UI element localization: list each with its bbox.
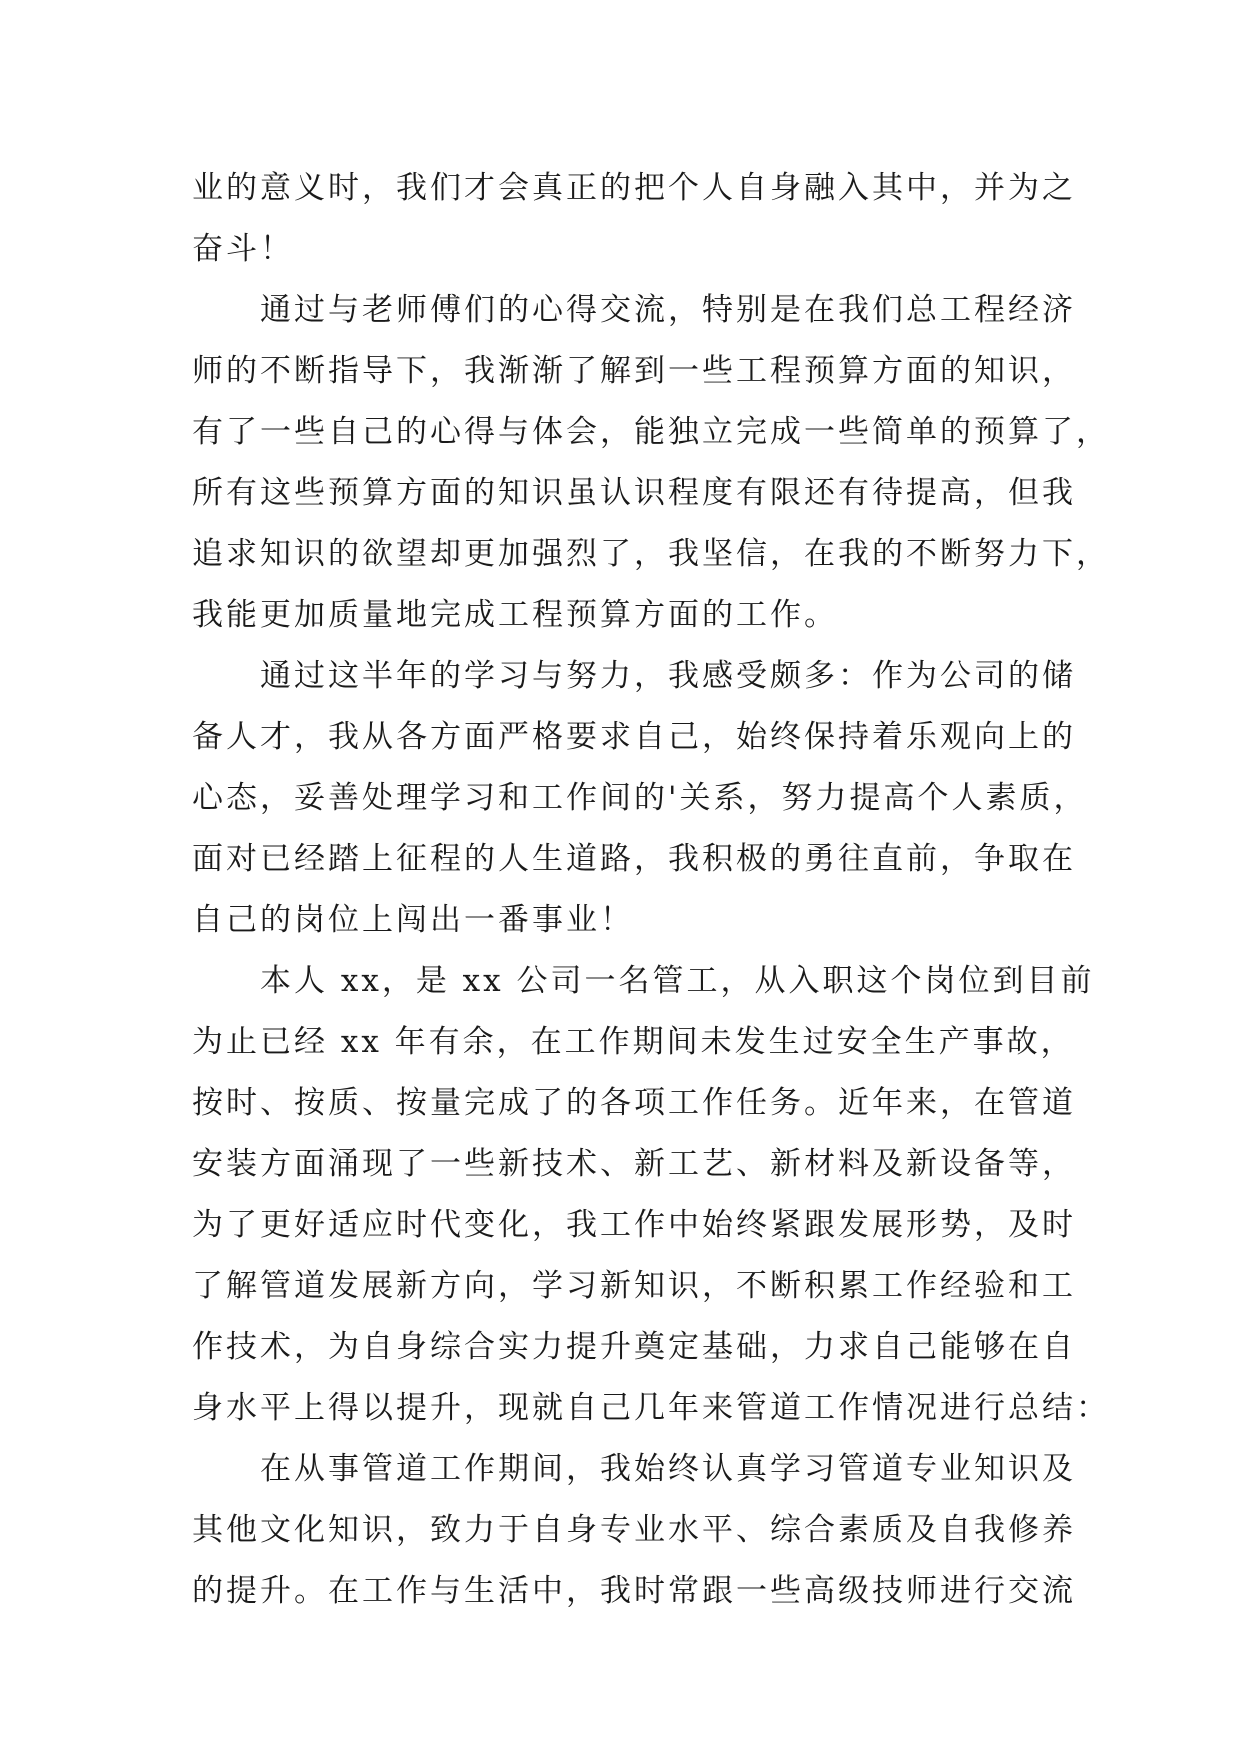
paragraph-2 <box>192 280 1110 646</box>
text-line: 为了更好适应时代变化，我工作中始终紧跟发展形势，及时 <box>192 1207 1076 1243</box>
text-line: 作技术，为自身综合实力提升奠定基础，力求自己能够在自 <box>192 1329 1076 1365</box>
paragraph-1 <box>192 158 1076 280</box>
text-line: 我能更加质量地完成工程预算方面的工作。 <box>192 597 838 633</box>
text-line: 了解管道发展新方向，学习新知识，不断积累工作经验和工 <box>192 1268 1076 1304</box>
text-line: 备人才，我从各方面严格要求自己，始终保持着乐观向上的 <box>192 719 1076 755</box>
text-line: 面对已经踏上征程的人生道路，我积极的勇往直前，争取在 <box>192 841 1076 877</box>
text-line: 心态，妥善处理学习和工作间的'关系，努力提高个人素质， <box>192 780 1088 816</box>
text-line: 在从事管道工作期间，我始终认真学习管道专业知识及 <box>192 1451 1076 1487</box>
text-line: 所有这些预算方面的知识虽认识程度有限还有待提高，但我 <box>192 475 1076 511</box>
paragraph-4 <box>192 951 1110 1439</box>
text-line: 按时、按质、按量完成了的各项工作任务。近年来，在管道 <box>192 1085 1076 1121</box>
text-line: 追求知识的欲望却更加强烈了，我坚信，在我的不断努力下， <box>192 536 1110 572</box>
body-text <box>192 158 1110 1622</box>
text-line: 的提升。在工作与生活中，我时常跟一些高级技师进行交流 <box>192 1573 1076 1609</box>
text-line: 有了一些自己的心得与体会，能独立完成一些简单的预算了， <box>192 414 1110 450</box>
text-line: 为止已经 xx 年有余，在工作期间未发生过安全生产事故， <box>192 1024 1075 1060</box>
text-line: 其他文化知识，致力于自身专业水平、综合素质及自我修养 <box>192 1512 1076 1548</box>
text-line: 本人 xx，是 xx 公司一名管工，从入职这个岗位到目前 <box>192 963 1095 999</box>
text-line: 身水平上得以提升，现就自己几年来管道工作情况进行总结： <box>192 1390 1110 1426</box>
text-line: 师的不断指导下，我渐渐了解到一些工程预算方面的知识， <box>192 353 1076 389</box>
text-line: 业的意义时，我们才会真正的把个人自身融入其中，并为之 <box>192 170 1076 206</box>
text-line: 通过这半年的学习与努力，我感受颇多：作为公司的储 <box>192 658 1076 694</box>
paragraph-5 <box>192 1439 1076 1622</box>
text-line: 奋斗！ <box>192 231 294 267</box>
text-line: 自己的岗位上闯出一番事业！ <box>192 902 634 938</box>
text-line: 安装方面涌现了一些新技术、新工艺、新材料及新设备等， <box>192 1146 1076 1182</box>
paragraph-3 <box>192 646 1088 951</box>
text-line: 通过与老师傅们的心得交流，特别是在我们总工程经济 <box>192 292 1076 328</box>
